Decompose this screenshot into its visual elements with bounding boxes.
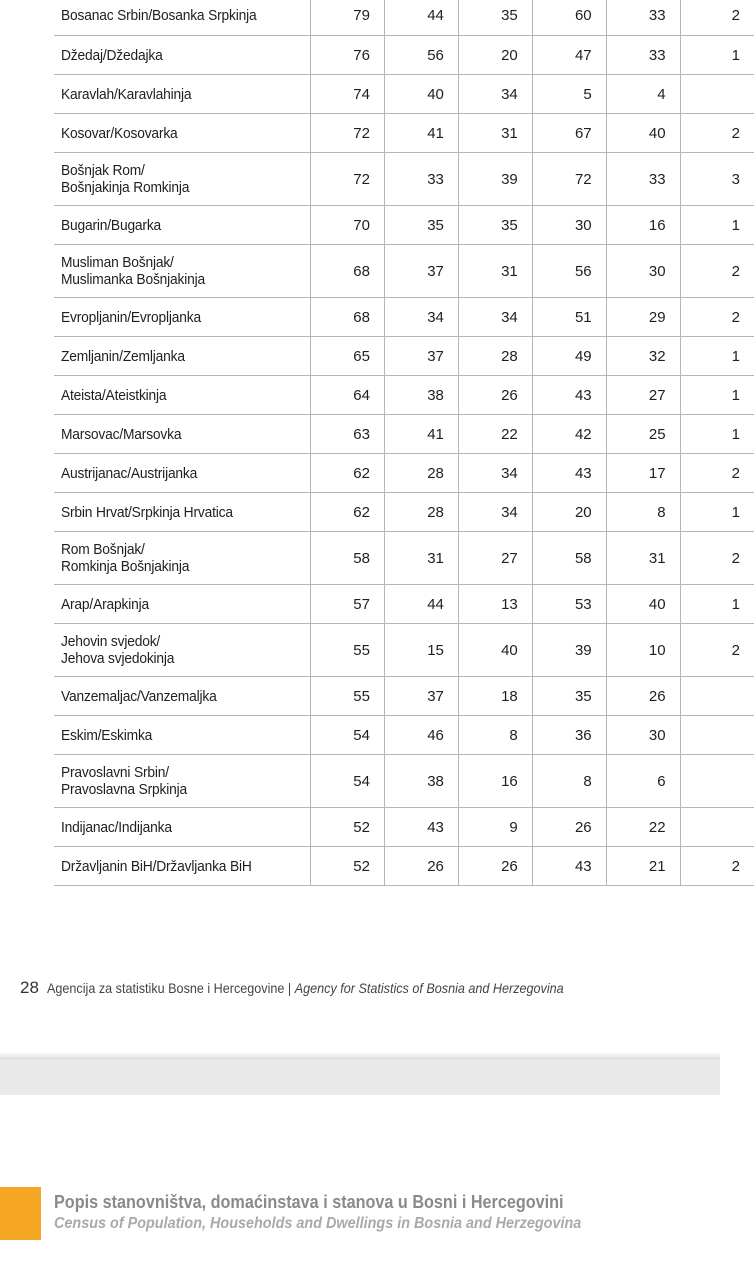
value-cell: 44 [384, 585, 458, 624]
row-label-line: Muslimanka Bošnjakinja [61, 271, 205, 288]
value-cell: 18 [458, 677, 532, 716]
value-cell: 33 [606, 0, 680, 36]
row-label [54, 337, 311, 376]
row-label-line: Državljanin BiH/Državljanka BiH [61, 857, 252, 875]
value-cell: 58 [532, 532, 606, 585]
value-cell: 46 [384, 716, 458, 755]
value-cell: 56 [384, 36, 458, 75]
value-cell: 54 [311, 716, 385, 755]
row-label [54, 808, 311, 847]
value-cell: 26 [458, 847, 532, 886]
row-label [54, 298, 311, 337]
agency-name-english: Agency for Statistics of Bosnia and Herzegovina [294, 980, 564, 996]
value-cell: 37 [384, 337, 458, 376]
value-cell: 8 [606, 493, 680, 532]
value-cell: 72 [311, 114, 385, 153]
table-row [54, 624, 754, 677]
table-row [54, 493, 754, 532]
census-table-body [54, 0, 754, 886]
row-label-line: Bosanac Srbin/Bosanka Srpkinja [61, 7, 257, 24]
value-cell [680, 716, 754, 755]
value-cell: 31 [384, 532, 458, 585]
value-cell: 64 [311, 376, 385, 415]
value-cell: 30 [606, 716, 680, 755]
value-cell: 4 [606, 75, 680, 114]
value-cell: 35 [458, 206, 532, 245]
value-cell: 33 [384, 153, 458, 206]
row-label [54, 153, 311, 206]
value-cell: 43 [532, 454, 606, 493]
value-cell: 1 [680, 415, 754, 454]
next-page-title: Popis stanovništva, domaćinstava i stanova u Bosni i Hercegovini [54, 1192, 564, 1212]
row-label-line: Indijanac/Indijanka [61, 818, 172, 836]
census-table [54, 0, 754, 886]
value-cell: 41 [384, 114, 458, 153]
row-label-line: Rom Bošnjak/ [61, 541, 145, 558]
value-cell: 30 [606, 245, 680, 298]
value-cell: 74 [311, 75, 385, 114]
value-cell: 26 [606, 677, 680, 716]
row-label [54, 677, 311, 716]
value-cell: 40 [384, 75, 458, 114]
value-cell: 67 [532, 114, 606, 153]
value-cell: 20 [532, 493, 606, 532]
row-label-line: Eskim/Eskimka [61, 726, 153, 744]
value-cell: 26 [384, 847, 458, 886]
table-row [54, 153, 754, 206]
value-cell: 20 [458, 36, 532, 75]
row-label-line: Jehova svjedokinja [61, 650, 175, 667]
table-row [54, 245, 754, 298]
value-cell: 37 [384, 245, 458, 298]
value-cell [680, 75, 754, 114]
value-cell: 16 [606, 206, 680, 245]
value-cell: 51 [532, 298, 606, 337]
value-cell: 16 [458, 755, 532, 808]
row-label-line: Ateista/Ateistkinja [61, 386, 167, 404]
table-row [54, 847, 754, 886]
value-cell: 38 [384, 376, 458, 415]
value-cell: 70 [311, 206, 385, 245]
value-cell: 43 [532, 847, 606, 886]
value-cell: 31 [458, 114, 532, 153]
value-cell: 31 [458, 245, 532, 298]
value-cell: 37 [384, 677, 458, 716]
table-row [54, 677, 754, 716]
value-cell: 1 [680, 206, 754, 245]
value-cell: 52 [311, 847, 385, 886]
table-row [54, 755, 754, 808]
value-cell: 28 [384, 454, 458, 493]
next-page-subtitle: Census of Population, Households and Dwellings in Bosnia and Herzegovina [54, 1215, 582, 1232]
value-cell: 34 [458, 298, 532, 337]
page-number: 28 [20, 978, 39, 997]
value-cell: 62 [311, 454, 385, 493]
value-cell: 34 [458, 493, 532, 532]
row-label-line: Srbin Hrvat/Srpkinja Hrvatica [61, 503, 233, 521]
row-label [54, 0, 311, 36]
value-cell: 40 [606, 114, 680, 153]
value-cell [680, 808, 754, 847]
value-cell: 13 [458, 585, 532, 624]
row-label [54, 36, 311, 75]
value-cell: 1 [680, 493, 754, 532]
value-cell: 40 [606, 585, 680, 624]
table-row [54, 716, 754, 755]
value-cell: 2 [680, 454, 754, 493]
value-cell: 72 [311, 153, 385, 206]
value-cell: 34 [384, 298, 458, 337]
value-cell: 2 [680, 298, 754, 337]
value-cell: 35 [532, 677, 606, 716]
table-row [54, 206, 754, 245]
table-row [54, 376, 754, 415]
row-label [54, 75, 311, 114]
value-cell: 2 [680, 532, 754, 585]
table-row [54, 585, 754, 624]
row-label-line: Bošnjakinja Romkinja [61, 179, 190, 196]
value-cell: 29 [606, 298, 680, 337]
row-label [54, 454, 311, 493]
value-cell: 76 [311, 36, 385, 75]
value-cell: 44 [384, 0, 458, 36]
value-cell: 32 [606, 337, 680, 376]
value-cell: 1 [680, 585, 754, 624]
value-cell: 2 [680, 624, 754, 677]
value-cell: 33 [606, 153, 680, 206]
value-cell: 40 [458, 624, 532, 677]
row-label [54, 206, 311, 245]
value-cell: 3 [680, 153, 754, 206]
value-cell [680, 677, 754, 716]
value-cell: 43 [384, 808, 458, 847]
value-cell: 30 [532, 206, 606, 245]
page-separator[interactable] [0, 1058, 720, 1096]
table-row [54, 808, 754, 847]
row-label-line: Marsovac/Marsovka [61, 425, 182, 443]
value-cell: 31 [606, 532, 680, 585]
row-label-line: Evropljanin/Evropljanka [61, 308, 201, 326]
row-label-line: Karavlah/Karavlahinja [61, 85, 192, 103]
table-row [54, 454, 754, 493]
value-cell: 1 [680, 376, 754, 415]
value-cell: 55 [311, 624, 385, 677]
value-cell: 52 [311, 808, 385, 847]
row-label-line: Vanzemaljac/Vanzemaljka [61, 687, 217, 705]
table-row [54, 75, 754, 114]
value-cell: 2 [680, 245, 754, 298]
value-cell: 22 [458, 415, 532, 454]
value-cell: 26 [532, 808, 606, 847]
table-row [54, 0, 754, 36]
value-cell: 2 [680, 847, 754, 886]
value-cell: 26 [458, 376, 532, 415]
agency-name-local: Agencija za statistiku Bosne i Hercegovine | [46, 980, 295, 996]
table-row [54, 532, 754, 585]
row-label [54, 755, 311, 808]
row-label-line: Arap/Arapkinja [61, 595, 149, 613]
row-label [54, 114, 311, 153]
value-cell: 60 [532, 0, 606, 36]
value-cell: 38 [384, 755, 458, 808]
value-cell: 57 [311, 585, 385, 624]
value-cell: 68 [311, 245, 385, 298]
value-cell: 58 [311, 532, 385, 585]
value-cell [680, 755, 754, 808]
table-row [54, 415, 754, 454]
value-cell: 25 [606, 415, 680, 454]
row-label-line: Pravoslavni Srbin/ [61, 764, 169, 781]
value-cell: 10 [606, 624, 680, 677]
value-cell: 6 [606, 755, 680, 808]
value-cell: 47 [532, 36, 606, 75]
value-cell: 22 [606, 808, 680, 847]
value-cell: 28 [384, 493, 458, 532]
value-cell: 56 [532, 245, 606, 298]
value-cell: 43 [532, 376, 606, 415]
row-label-line: Romkinja Bošnjakinja [61, 558, 190, 575]
value-cell: 41 [384, 415, 458, 454]
row-label-line: Pravoslavna Srpkinja [61, 781, 187, 798]
value-cell: 9 [458, 808, 532, 847]
value-cell: 79 [311, 0, 385, 36]
value-cell: 53 [532, 585, 606, 624]
value-cell: 42 [532, 415, 606, 454]
row-label-line: Musliman Bošnjak/ [61, 254, 174, 271]
table-row [54, 298, 754, 337]
row-label [54, 624, 311, 677]
row-label-line: Bugarin/Bugarka [61, 216, 162, 234]
value-cell: 36 [532, 716, 606, 755]
row-label-line: Kosovar/Kosovarka [61, 124, 178, 142]
table-row [54, 36, 754, 75]
page-footer [20, 978, 621, 998]
value-cell: 1 [680, 337, 754, 376]
value-cell: 27 [458, 532, 532, 585]
value-cell: 8 [532, 755, 606, 808]
row-label-line: Zemljanin/Zemljanka [61, 347, 185, 365]
value-cell: 63 [311, 415, 385, 454]
value-cell: 33 [606, 36, 680, 75]
row-label [54, 847, 311, 886]
value-cell: 1 [680, 36, 754, 75]
value-cell: 28 [458, 337, 532, 376]
row-label [54, 716, 311, 755]
row-label [54, 376, 311, 415]
value-cell: 54 [311, 755, 385, 808]
value-cell: 21 [606, 847, 680, 886]
table-row [54, 114, 754, 153]
value-cell: 49 [532, 337, 606, 376]
row-label-line: Austrijanac/Austrijanka [61, 464, 198, 482]
value-cell: 27 [606, 376, 680, 415]
table-row [54, 337, 754, 376]
value-cell: 2 [680, 114, 754, 153]
row-label-line: Jehovin svjedok/ [61, 633, 161, 650]
value-cell: 17 [606, 454, 680, 493]
value-cell: 68 [311, 298, 385, 337]
value-cell: 8 [458, 716, 532, 755]
value-cell: 34 [458, 454, 532, 493]
value-cell: 2 [680, 0, 754, 36]
value-cell: 15 [384, 624, 458, 677]
value-cell: 5 [532, 75, 606, 114]
value-cell: 35 [384, 206, 458, 245]
value-cell: 65 [311, 337, 385, 376]
row-label [54, 493, 311, 532]
row-label [54, 532, 311, 585]
value-cell: 72 [532, 153, 606, 206]
row-label-line: Bošnjak Rom/ [61, 162, 145, 179]
row-label-line: Džedaj/Džedajka [61, 46, 163, 64]
value-cell: 55 [311, 677, 385, 716]
value-cell: 39 [532, 624, 606, 677]
value-cell: 62 [311, 493, 385, 532]
row-label [54, 245, 311, 298]
row-label [54, 585, 311, 624]
value-cell: 34 [458, 75, 532, 114]
value-cell: 39 [458, 153, 532, 206]
row-label [54, 415, 311, 454]
next-page [0, 1095, 720, 1280]
accent-bar [0, 1187, 41, 1240]
value-cell: 35 [458, 0, 532, 36]
